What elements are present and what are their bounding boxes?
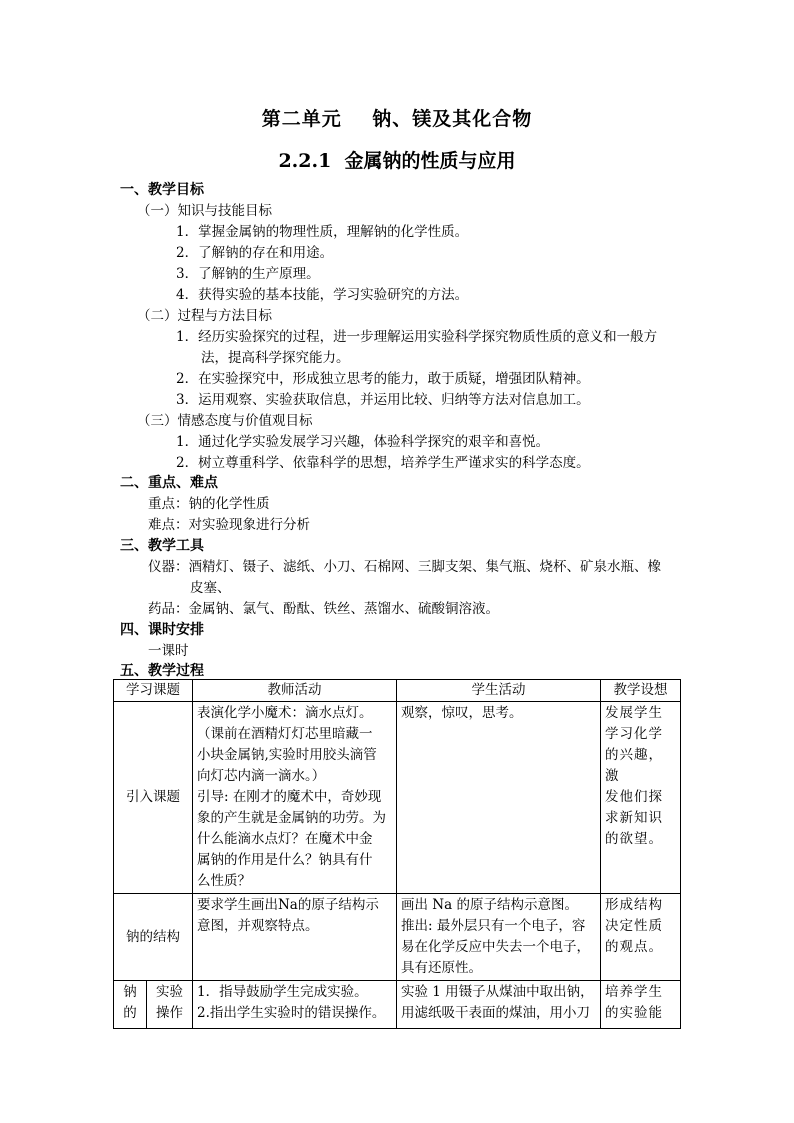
subsection-heading-knowledge: （一）知识与技能目标 xyxy=(137,203,272,219)
unit-title: 第二单元 钠、镁及其化合物 xyxy=(261,108,533,130)
cell-line: 求新知识 xyxy=(605,810,663,826)
difficulty-point: 难点：对实验现象进行分析 xyxy=(148,517,310,533)
list-item: 4．获得实验的基本技能，学习实验研究的方法。 xyxy=(176,287,469,303)
cell-line: 什么能滴水点灯？在魔术中金 xyxy=(197,831,373,847)
section-heading-tools: 三、教学工具 xyxy=(120,538,204,554)
cell-line: 操作 xyxy=(156,1005,183,1021)
cell-line: 小块金属钠,实验时用胶头滴管 xyxy=(197,747,377,763)
cell-line: 发展学生 xyxy=(605,705,663,721)
row-topic: 钠的结构 xyxy=(114,894,193,981)
cell-line: 易在化学反应中失去一个电子， xyxy=(401,939,590,955)
row-teacher-activity xyxy=(193,702,397,894)
cell-line: （课前在酒精灯灯芯里暗藏一 xyxy=(197,726,373,742)
teaching-process-table xyxy=(113,679,681,1029)
cell-line: 具有还原性。 xyxy=(401,960,482,976)
section-heading-key-points: 二、重点、难点 xyxy=(120,475,218,491)
subsection-heading-emotion: （三）情感态度与价值观目标 xyxy=(137,413,313,429)
header-teacher: 教师活动 xyxy=(193,680,397,702)
cell-line: 属钠的作用是什么？钠具有什 xyxy=(197,852,373,868)
cell-line: 1．指导鼓励学生完成实验。 xyxy=(197,984,368,1000)
section-heading-objectives: 一、教学目标 xyxy=(120,182,204,198)
cell-line: 推出: 最外层只有一个电子，容 xyxy=(401,918,586,934)
instruments-list-continuation: 皮塞、 xyxy=(190,580,231,596)
cell-line: 画出 Na 的原子结构示意图。 xyxy=(401,897,578,913)
cell-line: 么性质？ xyxy=(197,873,251,889)
row-design xyxy=(601,894,681,981)
cell-line: 2.指出学生实验时的错误操作。 xyxy=(197,1005,386,1021)
cell-line: 培养学生 xyxy=(605,984,663,1000)
reagents-list: 药品：金属钠、氯气、酚酞、铁丝、蒸馏水、硫酸铜溶液。 xyxy=(148,601,499,617)
cell-line: 决定性质 xyxy=(605,918,663,934)
cell-line: 要求学生画出Na的原子结构示 xyxy=(197,897,379,913)
section-heading-schedule: 四、课时安排 xyxy=(120,622,204,638)
row-design xyxy=(601,702,681,894)
list-item: 2．树立尊重科学、依靠科学的思想，培养学生严谨求实的科学态度。 xyxy=(176,455,590,471)
subsection-heading-process: （二）过程与方法目标 xyxy=(137,308,272,324)
row-teacher-activity xyxy=(193,981,397,1029)
cell-line: 用滤纸吸干表面的煤油，用小刀 xyxy=(401,1005,590,1021)
row-topic-vertical xyxy=(114,981,147,1029)
cell-line: 表演化学小魔术：滴水点灯。 xyxy=(197,705,373,721)
row-student-activity xyxy=(397,702,601,894)
list-item: 2．在实验探究中，形成独立思考的能力，敢于质疑，增强团队精神。 xyxy=(176,371,590,387)
cell-line: 的实验能 xyxy=(605,1005,663,1021)
table-header-row xyxy=(114,680,681,702)
cell-line: 意图，并观察特点。 xyxy=(197,918,319,934)
cell-line: 的欲望。 xyxy=(605,831,663,847)
cell-line: 钠 xyxy=(123,984,137,1000)
list-item-continuation: 法，提高科学探究能力。 xyxy=(201,350,350,366)
list-item: 1．经历实验探究的过程，进一步理解运用实验科学探究物质性质的意义和一般方 xyxy=(176,329,658,345)
row-subtopic xyxy=(147,981,193,1029)
cell-line: 的 xyxy=(123,1005,137,1021)
cell-line: 的兴趣，激 xyxy=(605,747,663,784)
section-heading-process: 五、教学过程 xyxy=(120,663,204,679)
row-student-activity xyxy=(397,894,601,981)
cell-line: 发他们探 xyxy=(605,789,663,805)
lesson-title: 2.2.1 金属钠的性质与应用 xyxy=(278,150,516,172)
cell-line: 观察，惊叹，思考。 xyxy=(401,705,523,721)
cell-line: 学习化学 xyxy=(605,726,663,742)
cell-line: 实验 1 用镊子从煤油中取出钠， xyxy=(401,984,594,1000)
list-item: 3．了解钠的生产原理。 xyxy=(176,266,320,282)
table-row xyxy=(114,894,681,981)
header-student: 学生活动 xyxy=(397,680,601,702)
row-topic: 引入课题 xyxy=(114,702,193,894)
table-row xyxy=(114,981,681,1029)
header-design: 教学设想 xyxy=(601,680,681,702)
list-item: 2．了解钠的存在和用途。 xyxy=(176,245,334,261)
row-student-activity xyxy=(397,981,601,1029)
schedule-content: 一课时 xyxy=(148,643,189,659)
cell-line: 引导: 在刚才的魔术中，奇妙现 xyxy=(197,789,382,805)
cell-line: 向灯芯内滴一滴水。） xyxy=(197,768,326,784)
cell-line: 形成结构 xyxy=(605,897,663,913)
table-row xyxy=(114,702,681,894)
key-point: 重点：钠的化学性质 xyxy=(148,496,270,512)
cell-line: 的观点。 xyxy=(605,939,663,955)
row-teacher-activity xyxy=(193,894,397,981)
instruments-list: 仪器：酒精灯、镊子、滤纸、小刀、石棉网、三脚支架、集气瓶、烧杯、矿泉水瓶、橡 xyxy=(148,559,661,575)
cell-line: 象的产生就是金属钠的功劳。为 xyxy=(197,810,386,826)
header-topic: 学习课题 xyxy=(114,680,193,702)
cell-line: 实验 xyxy=(156,984,183,1000)
row-design xyxy=(601,981,681,1029)
list-item: 3．运用观察、实验获取信息，并运用比较、归纳等方法对信息加工。 xyxy=(176,392,590,408)
list-item: 1．通过化学实验发展学习兴趣，体验科学探究的艰辛和喜悦。 xyxy=(176,434,550,450)
list-item: 1．掌握金属钠的物理性质，理解钠的化学性质。 xyxy=(176,224,469,240)
